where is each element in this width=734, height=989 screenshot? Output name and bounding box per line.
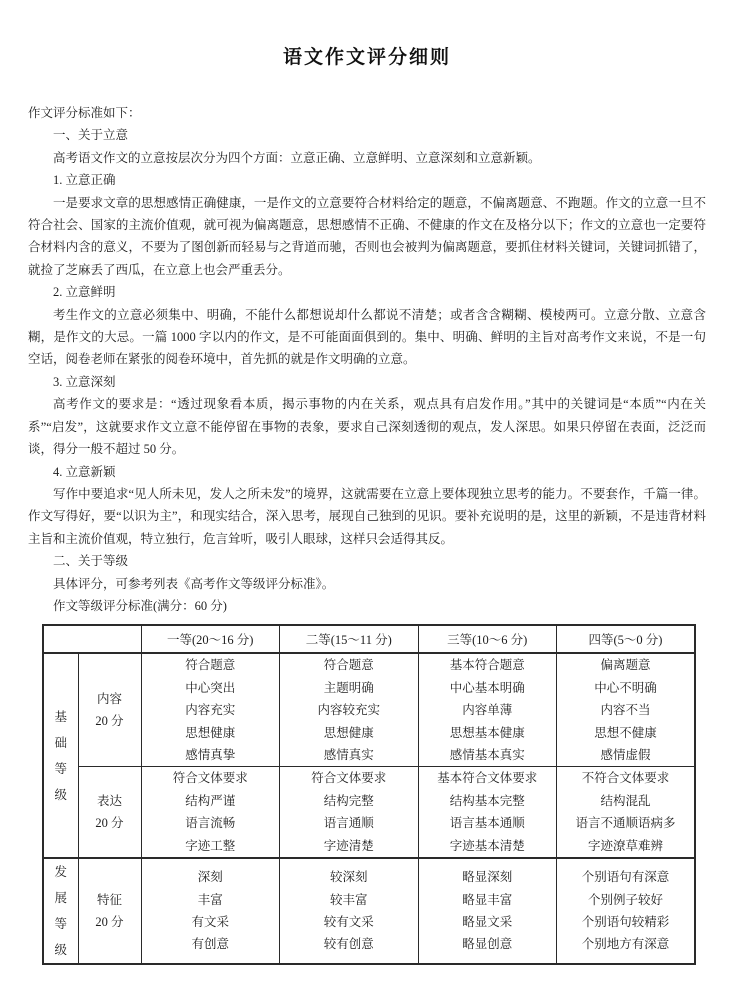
- criteria-line: 内容不当: [600, 703, 651, 718]
- criteria-line: 较有创意: [323, 937, 374, 952]
- criteria-cell: [141, 858, 280, 964]
- group-label-char: 级: [54, 787, 67, 802]
- paragraph-body: 写作中要追求“见人所未见，发人之所未发”的境界，这就需要在立意上要体现独立思考的能力。不要套作，千篇一律。作文写得好，要“以识为主”，和现实结合，深入思考，展现自己独到的见识。要补充说明的是，这里的新颖，不是违背材料主旨和主流价值观，特立独行，危言耸听，吸引人眼球，这样只会适得其反。: [28, 486, 706, 546]
- group-label-char: 基: [54, 709, 67, 724]
- criteria-line: 略显丰富: [462, 892, 513, 907]
- criteria-line: 中心不明确: [594, 680, 657, 695]
- rubric-grade-header: 三等(10～6 分): [418, 625, 557, 653]
- criteria-line: 个别地方有深意: [581, 937, 670, 952]
- rubric-corner-cell: [43, 625, 141, 653]
- paragraph-heading: 3. 立意深刻: [53, 374, 116, 389]
- criteria-line: 个别例子较好: [587, 892, 663, 907]
- criteria-line: 思想健康: [185, 725, 236, 740]
- criteria-line: 略显创意: [462, 937, 513, 952]
- rubric-row: [43, 858, 695, 964]
- criteria-cell: [280, 653, 419, 767]
- criteria-line: 符合题意: [185, 658, 236, 673]
- criteria-line: 略显文采: [462, 915, 513, 929]
- criteria-line: 略显深刻: [462, 870, 513, 885]
- criteria-cell: [280, 858, 419, 964]
- rubric-grade-header: 一等(20～16 分): [141, 625, 280, 653]
- criteria-line: 符合文体要求: [311, 771, 387, 786]
- criteria-cell: [418, 858, 557, 964]
- criteria-line: 字迹清楚: [323, 838, 374, 853]
- category-score: 20 分: [95, 714, 124, 729]
- criteria-line: 语言流畅: [185, 816, 236, 831]
- criteria-line: 结构完整: [323, 793, 374, 808]
- criteria-cell: [418, 767, 557, 858]
- criteria-line: 偏离题意: [600, 658, 651, 673]
- group-label-char: 展: [54, 891, 67, 905]
- paragraph-caption: 作文等级评分标准(满分：60 分): [53, 598, 227, 613]
- group-label-char: 发: [54, 865, 67, 879]
- document-body: [28, 102, 706, 617]
- category-name: 内容: [96, 692, 122, 707]
- criteria-line: 思想基本健康: [449, 725, 525, 740]
- criteria-line: 较有文采: [323, 915, 374, 929]
- criteria-line: 有文采: [191, 915, 229, 929]
- criteria-line: 不符合文体要求: [581, 771, 670, 786]
- criteria-line: 有创意: [191, 937, 229, 952]
- criteria-line: 内容单薄: [462, 703, 513, 718]
- criteria-cell: [141, 653, 280, 767]
- rubric-grade-header: 二等(15～11 分): [280, 625, 419, 653]
- criteria-line: 中心基本明确: [449, 680, 525, 695]
- rubric-table-body: [43, 653, 695, 964]
- paragraph-heading: 4. 立意新颖: [53, 464, 116, 479]
- criteria-line: 思想不健康: [594, 725, 657, 740]
- rubric-table-header: [43, 625, 695, 653]
- category-cell: [78, 653, 141, 767]
- criteria-line: 中心突出: [185, 680, 236, 695]
- rubric-row: [43, 767, 695, 858]
- document-title: 语文作文评分细则: [282, 47, 451, 68]
- criteria-line: 结构严谨: [185, 793, 236, 808]
- category-score: 20 分: [95, 816, 124, 831]
- criteria-line: 字迹工整: [185, 838, 236, 853]
- category-cell: [78, 858, 141, 964]
- category-name: 特征: [96, 893, 122, 907]
- paragraph-body: 高考语文作文的立意按层次分为四个方面：立意正确、立意鲜明、立意深刻和立意新颖。: [53, 150, 541, 165]
- criteria-line: 感情基本真实: [449, 747, 525, 762]
- group-label-char: 等: [54, 917, 67, 931]
- criteria-line: 内容充实: [185, 703, 236, 718]
- criteria-line: 结构基本完整: [449, 793, 525, 808]
- group-label-char: 等: [54, 761, 67, 776]
- paragraph-body: 具体评分，可参考列表《高考作文等级评分标准》。: [53, 576, 335, 591]
- criteria-line: 深刻: [197, 870, 223, 885]
- paragraph-heading: 2. 立意鲜明: [53, 285, 116, 300]
- criteria-line: 语言基本通顺: [449, 816, 525, 831]
- criteria-line: 丰富: [197, 892, 223, 907]
- paragraph-heading: 1. 立意正确: [53, 173, 116, 188]
- criteria-line: 字迹潦草难辨: [587, 838, 663, 853]
- criteria-line: 基本符合题意: [449, 658, 525, 673]
- criteria-line: 感情虚假: [600, 747, 651, 762]
- paragraph-body: 考生作文的立意必须集中、明确，不能什么都想说却什么都说不清楚；或者含含糊糊、模棱两可。立意分散、立意含糊，是作文的大忌。一篇 1000 字以内的作文，是不可能面面俱到的。集中、明确、鲜明的主旨对高考作文来说，不是一句空话，阅卷老师在紧张的阅卷环境中，首先抓的就是作文明确的立意。: [28, 307, 706, 367]
- criteria-line: 感情真实: [323, 747, 374, 762]
- criteria-cell: [280, 767, 419, 858]
- scoring-rubric-table: [42, 624, 696, 965]
- category-name: 表达: [96, 794, 122, 809]
- criteria-line: 思想健康: [323, 725, 374, 740]
- criteria-line: 内容较充实: [317, 703, 380, 718]
- row-group-label: [43, 653, 78, 858]
- paragraph-heading: 一、关于立意: [53, 128, 129, 143]
- criteria-cell: [557, 858, 696, 964]
- criteria-cell: [141, 767, 280, 858]
- criteria-cell: [418, 653, 557, 767]
- paragraph-body: 一是要求文章的思想感情正确健康，一是作文的立意要符合材料给定的题意，不偏离题意、不跑题。作文的立意一旦不符合社会、国家的主流价值观，就可视为偏离题意，思想感情不正确、不健康的作文在及格分以下；作文的立意也一定要符合材料内含的意义，不要为了图创新而轻易与之背道而驰，否则也会被判为偏离题意，要抓住材料关键词，关键词抓错了，就捡了芝麻丢了西瓜，在立意上也会严重丢分。: [28, 195, 706, 277]
- criteria-line: 个别语句有深意: [581, 870, 670, 885]
- criteria-line: 感情真挚: [185, 747, 236, 762]
- paragraph-plain: 作文评分标准如下：: [28, 106, 141, 120]
- criteria-line: 符合题意: [323, 658, 374, 673]
- rubric-header-row: [43, 625, 695, 653]
- paragraph-heading: 二、关于等级: [53, 554, 129, 569]
- criteria-line: 结构混乱: [600, 793, 651, 808]
- category-score: 20 分: [95, 915, 124, 929]
- criteria-line: 基本符合文体要求: [437, 771, 538, 786]
- group-label-char: 础: [54, 735, 67, 750]
- paragraph-body: 高考作文的要求是：“透过现象看本质，揭示事物的内在关系，观点具有启发作用。”其中的关键词是“本质”“内在关系”“启发”，这就要求作文立意不能停留在事物的表象，要求自己深刻透彻的观点，发人深思。如果只停留在表面，泛泛而谈，得分一般不超过 50 分。: [28, 397, 706, 457]
- criteria-line: 较丰富: [329, 892, 368, 907]
- criteria-cell: [557, 653, 696, 767]
- criteria-line: 主题明确: [323, 680, 374, 695]
- category-cell: [78, 767, 141, 858]
- criteria-line: 符合文体要求: [172, 771, 248, 786]
- rubric-grade-header: 四等(5～0 分): [557, 625, 696, 653]
- criteria-line: 语言不通顺语病多: [575, 816, 676, 831]
- criteria-line: 较深刻: [329, 870, 368, 885]
- group-label-char: 级: [54, 943, 67, 957]
- criteria-line: 字迹基本清楚: [449, 838, 525, 853]
- criteria-cell: [557, 767, 696, 858]
- criteria-line: 语言通顺: [323, 816, 374, 831]
- criteria-line: 个别语句较精彩: [581, 915, 670, 929]
- rubric-row: [43, 653, 695, 767]
- row-group-label: [43, 858, 78, 964]
